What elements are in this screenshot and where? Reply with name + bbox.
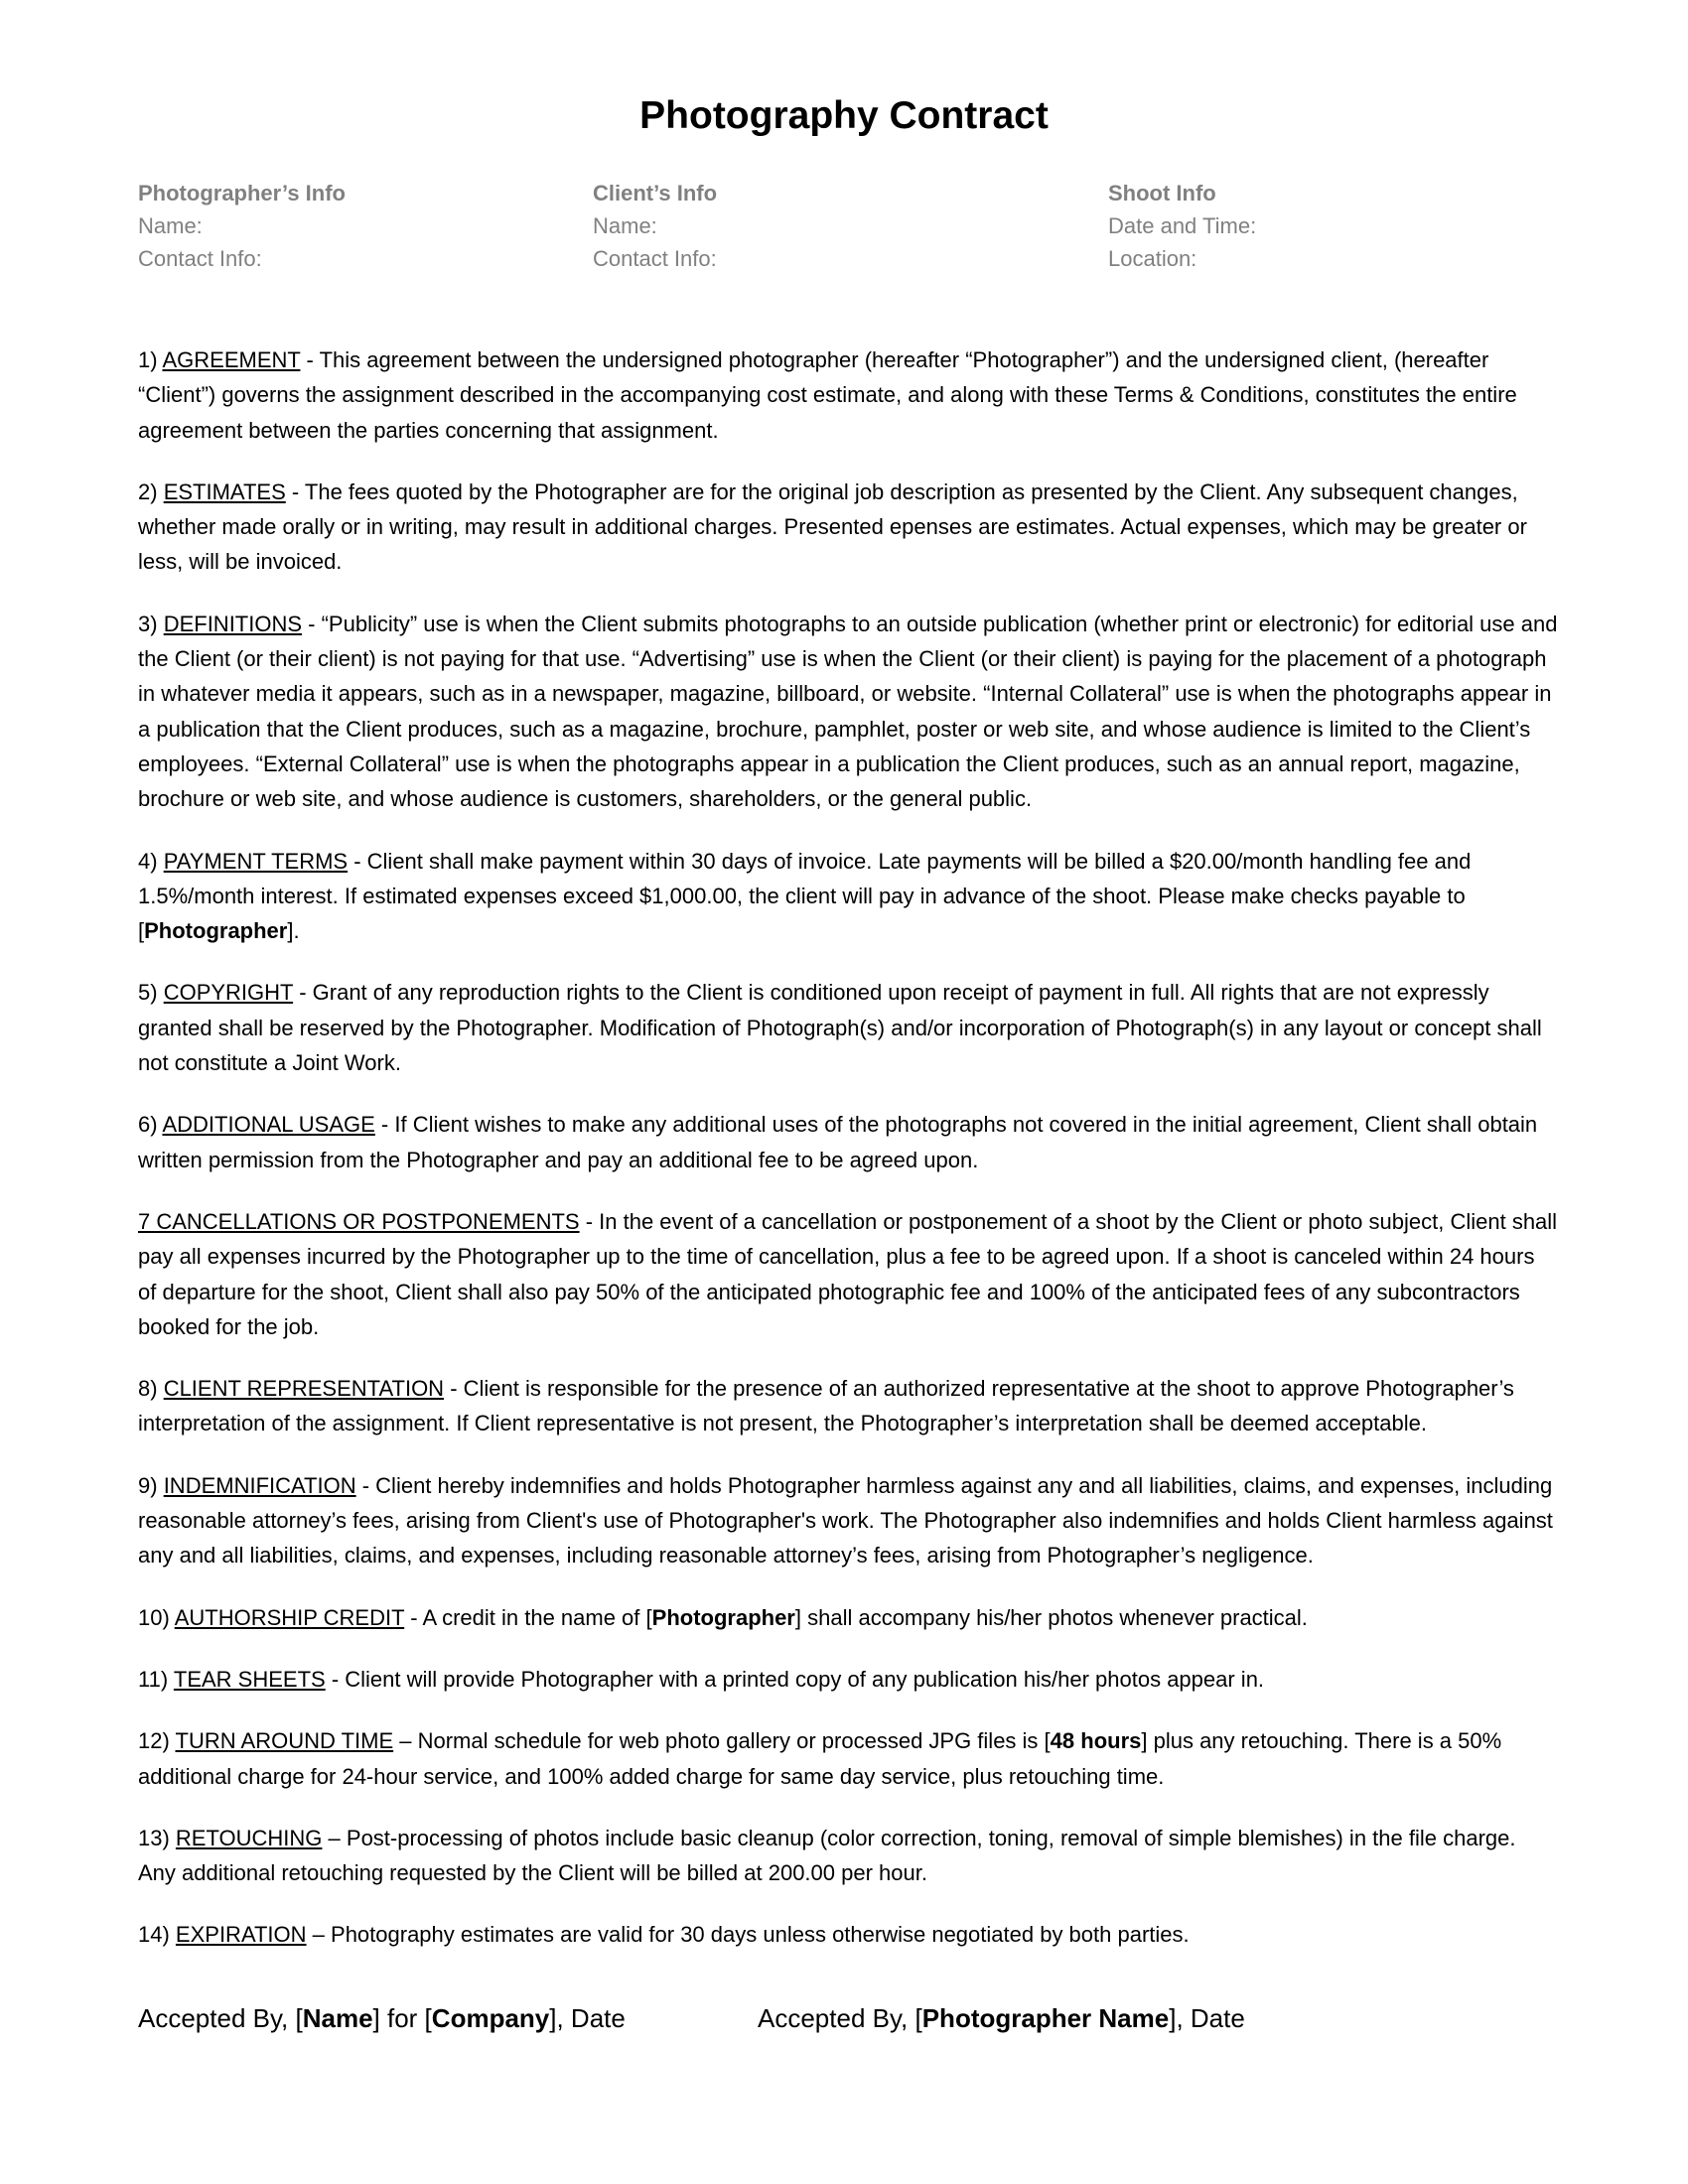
clause-number: 12) — [138, 1728, 170, 1754]
clause-definitions — [138, 607, 1558, 817]
clause-separator: - — [404, 1604, 423, 1630]
clause-text: Grant of any reproduction rights to the Client is conditioned upon receipt of payment in full. All rights that are not expressly granted shall be reserved by the Photographer. Modification of Photograph(s) and/or incorporation of Photograph(s) in any layout or concept shall not constitute a Joint Work. — [138, 980, 1542, 1076]
photographer-signature-line — [758, 2003, 1245, 2034]
clause-separator: – — [393, 1728, 418, 1754]
clause-heading: EXPIRATION — [175, 1922, 307, 1948]
clause-number: 14) — [138, 1922, 170, 1948]
clause-text: The fees quoted by the Photographer are for the original job description as presented by the Client. Any subsequent changes, whether made orally or in writing, may result in additional charges. Presented epenses are estimates. Actual expenses, which may be greater or less, will be invoiced. — [138, 478, 1527, 575]
clause-expiration — [138, 1917, 1558, 1952]
sig-suffix: ], Date — [549, 2003, 626, 2033]
clause-number: 5) — [138, 980, 158, 1006]
clause-text: Client shall make payment within 30 days of invoice. Late payments will be billed a $20.00/month handling fee and 1.5%/month interest. If estimated expenses exceed $1,000.00, the client will pay in advance of the shoot. Please make checks payable to [ — [138, 848, 1472, 944]
clause-text: If Client wishes to make any additional uses of the photographs not covered in the initial agreement, Client shall obtain written permission from the Photographer and pay an additional fee to be agreed upon. — [138, 1112, 1538, 1172]
clause-heading: RETOUCHING — [175, 1825, 323, 1850]
clause-placeholder: Photographer — [651, 1604, 795, 1630]
clause-text: Photography estimates are valid for 30 days unless otherwise negotiated by both parties. — [331, 1922, 1190, 1948]
clauses-list — [138, 342, 1558, 1979]
clause-text: Client is responsible for the presence of an authorized representative at the shoot to approve Photographer’s interpretation of the assignment. If Client representative is not present, the Photographer’s interpretation shall be deemed acceptable. — [138, 1376, 1514, 1436]
clause-number: 6) — [138, 1112, 158, 1138]
clause-number: 3) — [138, 611, 158, 636]
clause-authorship-credit — [138, 1600, 1558, 1635]
clause-client-representation — [138, 1371, 1558, 1441]
clause-text: A credit in the name of [ — [422, 1604, 652, 1630]
shoot-datetime-label: Date and Time: — [1108, 213, 1257, 238]
clause-number: 2) — [138, 478, 158, 504]
clause-text: Normal schedule for web photo gallery or processed JPG files is [ — [417, 1728, 1051, 1754]
clause-heading: PAYMENT TERMS — [163, 848, 349, 874]
clause-heading: ESTIMATES — [163, 478, 286, 504]
clause-number: 11) — [138, 1666, 169, 1692]
company-placeholder: Company — [431, 2003, 550, 2033]
client-name-label: Name: — [593, 213, 657, 238]
clause-separator: – — [306, 1922, 332, 1948]
clause-copyright — [138, 975, 1558, 1080]
clause-heading: INDEMNIFICATION — [163, 1472, 356, 1498]
clause-heading: DEFINITIONS — [163, 611, 303, 636]
clause-number: 8) — [138, 1376, 158, 1402]
shoot-info-heading: Shoot Info — [1108, 181, 1216, 205]
photographer-info-heading: Photographer’s Info — [138, 181, 346, 205]
clause-indemnification — [138, 1468, 1558, 1573]
clause-turn-around-time — [138, 1723, 1558, 1794]
clause-number: 13) — [138, 1825, 170, 1850]
sig-prefix: Accepted By, [ — [758, 2003, 922, 2033]
clause-text: This agreement between the undersigned photographer (hereafter “Photographer”) and the undersigned client, (hereafter “Client”) governs the assignment described in the accompanying cost estimate, and along with these Terms & Conditions, constitutes the entire agreement between the parties concerning that assignment. — [138, 347, 1517, 443]
clause-text: Client hereby indemnifies and holds Photographer harmless against any and all liabilities, claims, and expenses, including reasonable attorney’s fees, arising from Client's use of Photographer's work. The Photographer also indemnifies and holds Client harmless against any and all liabilities, claims, and expenses, including reasonable attorney’s fees, arising from Photographer’s negligence. — [138, 1472, 1553, 1569]
clause-heading: 7 CANCELLATIONS OR POSTPONEMENTS — [138, 1208, 580, 1234]
clause-tear-sheets — [138, 1662, 1558, 1697]
shoot-info — [1108, 177, 1256, 275]
clause-placeholder: Photographer — [144, 918, 288, 944]
clause-separator: - — [355, 1472, 376, 1498]
clause-separator: – — [322, 1825, 347, 1850]
clause-separator: - — [348, 848, 367, 874]
clause-heading: AUTHORSHIP CREDIT — [174, 1604, 405, 1630]
clause-payment-terms — [138, 844, 1558, 949]
client-info-heading: Client’s Info — [593, 181, 718, 205]
client-contact-label: Contact Info: — [593, 246, 717, 271]
clause-text: “Publicity” use is when the Client submits photographs to an outside publication (whether print or electronic) for editorial use and the Client (or their client) is not paying for that use. “Advertising” use is when the Client (or their client) is paying for the placement of a photograph in whatever media it appears, such as in a newspaper, magazine, billboard, or website. “Internal Collateral” use is when the photographs appear in a publication that the Client produces, such as a magazine, brochure, pamphlet, poster or web site, and whose audience is limited to the Client’s employees. “External Collateral” use is when the photographs appear in a publication the Client produces, such as an annual report, magazine, brochure or web site, and whose audience is customers, shareholders, or the general public. — [138, 611, 1558, 812]
clause-separator: - — [579, 1208, 600, 1234]
photographer-contact-label: Contact Info: — [138, 246, 262, 271]
photographer-name-label: Name: — [138, 213, 203, 238]
clause-text: Client will provide Photographer with a printed copy of any publication his/her photos appear in. — [345, 1666, 1265, 1692]
sig-mid: ] for [ — [372, 2003, 432, 2033]
clause-retouching — [138, 1821, 1558, 1891]
clause-text-after: ] plus any retouching. There is a 50% additional charge for 24-hour service, and 100% added charge for same day service, plus retouching time. — [138, 1728, 1502, 1789]
clause-additional-usage — [138, 1107, 1558, 1177]
clause-cancellations — [138, 1204, 1558, 1344]
clause-number: 9) — [138, 1472, 158, 1498]
clause-heading: COPYRIGHT — [163, 980, 294, 1006]
clause-heading: AGREEMENT — [162, 347, 301, 372]
clause-separator: - — [302, 611, 322, 636]
client-signature-line — [138, 2003, 626, 2034]
clause-separator: - — [325, 1666, 346, 1692]
client-info — [593, 177, 717, 275]
sig-suffix: ], Date — [1169, 2003, 1245, 2033]
clause-estimates — [138, 475, 1558, 580]
clause-heading: ADDITIONAL USAGE — [162, 1112, 375, 1138]
clause-separator: - — [444, 1376, 464, 1402]
clause-text-after: ]. — [287, 918, 300, 944]
clause-separator: - — [300, 347, 320, 372]
clause-text: Post-processing of photos include basic cleanup (color correction, toning, removal of simple blemishes) in the file charge. Any additional retouching requested by the Client will be billed at 200.00 per hour. — [138, 1825, 1516, 1886]
shoot-location-label: Location: — [1108, 246, 1197, 271]
sig-prefix: Accepted By, [ — [138, 2003, 303, 2033]
client-name-placeholder: Name — [302, 2003, 373, 2033]
clause-text: In the event of a cancellation or postponement of a shoot by the Client or photo subject, Client shall pay all expenses incurred by the Photographer up to the time of cancellation, plus a fee to be agreed upon. If a shoot is canceled within 24 hours of departure for the shoot, Client shall also pay 50% of the anticipated photographic fee and 100% of the anticipated fees of any subcontractors booked for the job. — [138, 1208, 1558, 1339]
clause-heading: TURN AROUND TIME — [175, 1728, 394, 1754]
clause-separator: - — [285, 478, 305, 504]
document-title: Photography Contract — [639, 94, 1049, 137]
clause-number: 1) — [138, 347, 158, 372]
photographer-info — [138, 177, 346, 275]
clause-placeholder: 48 hours — [1050, 1728, 1142, 1754]
clause-number: 10) — [138, 1604, 170, 1630]
clause-number: 4) — [138, 848, 158, 874]
clause-separator: - — [293, 980, 313, 1006]
photographer-name-placeholder: Photographer Name — [921, 2003, 1170, 2033]
clause-separator: - — [374, 1112, 395, 1138]
clause-heading: TEAR SHEETS — [173, 1666, 326, 1692]
clause-agreement — [138, 342, 1558, 448]
clause-heading: CLIENT REPRESENTATION — [163, 1376, 445, 1402]
clause-text-after: ] shall accompany his/her photos whenever practical. — [794, 1604, 1308, 1630]
